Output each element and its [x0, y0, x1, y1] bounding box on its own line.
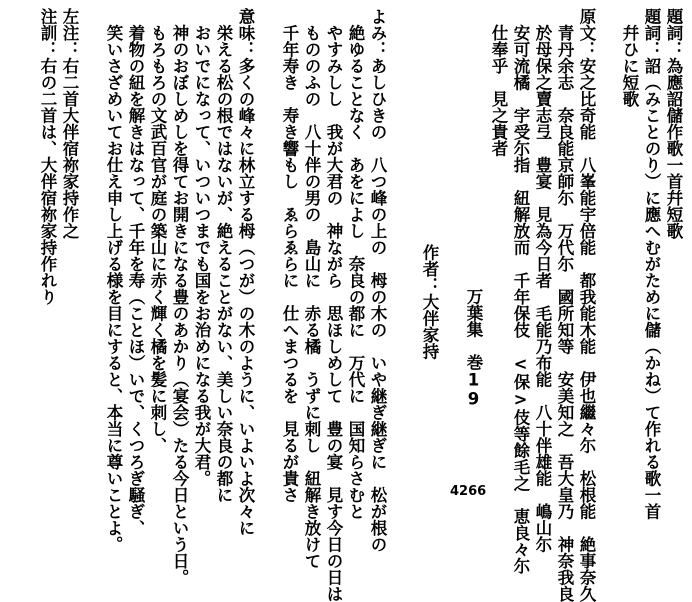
text-column: 原文：安之比奇能 八峯能宇倍能 都我能木能 伊也繼々尓 松根能 絶事奈久: [577, 8, 596, 602]
text-column: 題詞：為應詔儲作歌一首幷短歌: [664, 8, 683, 239]
text-column: 青丹余志 奈良能京師尓 万代尓 國所知等 安美知之 吾大皇乃 神奈我良: [555, 8, 574, 602]
text-column: やすみしし 我が大君の 神ながら 思ほしめして 豊の宴 見す今日の日は: [324, 8, 343, 602]
author-name: 作者：大伴家持: [420, 244, 439, 360]
text-column: 幷ひに短歌: [620, 8, 639, 107]
poem-number: 4266: [450, 484, 487, 499]
text-column: 注訓：右の二首は、大伴宿祢家持作れり: [38, 8, 57, 305]
text-column: もろもろの文武百官が庭の築山に赤く輝く橘を髪に刺し、: [148, 8, 167, 454]
text-column: 千年寿き 寿き響もし ゑらゑらに 仕へまつるを 見るが貴さ: [280, 8, 299, 503]
text-column: 左注：右二首大伴宿祢家持作之: [60, 8, 79, 239]
text-column: もののふの 八十伴の男の 島山に 赤る橘 うずに刺し 紐解き放けて: [302, 8, 321, 569]
text-column: おいでになって、いついつまでも国をお治めになる我が大君。: [192, 8, 211, 487]
text-column: 仕奉乎 見之貴者: [489, 8, 508, 157]
text-column: 着物の紐を解きはなって、千年を寿（ことほ）いで、くつろぎ騒ぎ、: [126, 8, 145, 536]
text-column: 於母保之賣志弖 豊宴 見為今日者 毛能乃布能 八十伴雄能 嶋山尓: [533, 8, 552, 553]
text-column: よみ：あしひきの 八つ峰の上の 栂の木の いや継ぎ継ぎに 松が根の: [368, 8, 387, 553]
text-column: 栄える松の根ではないが、絶えることがない、美しい奈良の都に: [214, 8, 233, 503]
text-column: 笑いさざめいてお仕え申し上げる様を目にすると、本当に尊いことよ。: [104, 8, 123, 553]
text-column: 題詞：詔（みことのり）に應へむがために儲（かね）て作れる歌一首: [642, 8, 661, 520]
text-column: 安可流橘 宇受尓指 紐解放而 千年保伎 <保>伎等餘毛之 恵良々尓: [511, 8, 530, 574]
collection-name: 万葉集 巻19: [464, 288, 483, 409]
text-column: 意味：多くの峰々に林立する栂（つが）の木のように、いよいよ次々に: [236, 8, 255, 536]
text-column: 神のおぼしめしを得てお開きになる豊のあかり（宴会）たる今日という日。: [170, 8, 189, 586]
text-column: 絶ゆることなく あをによし 奈良の都に 万代に 国知らさむと: [346, 8, 365, 520]
